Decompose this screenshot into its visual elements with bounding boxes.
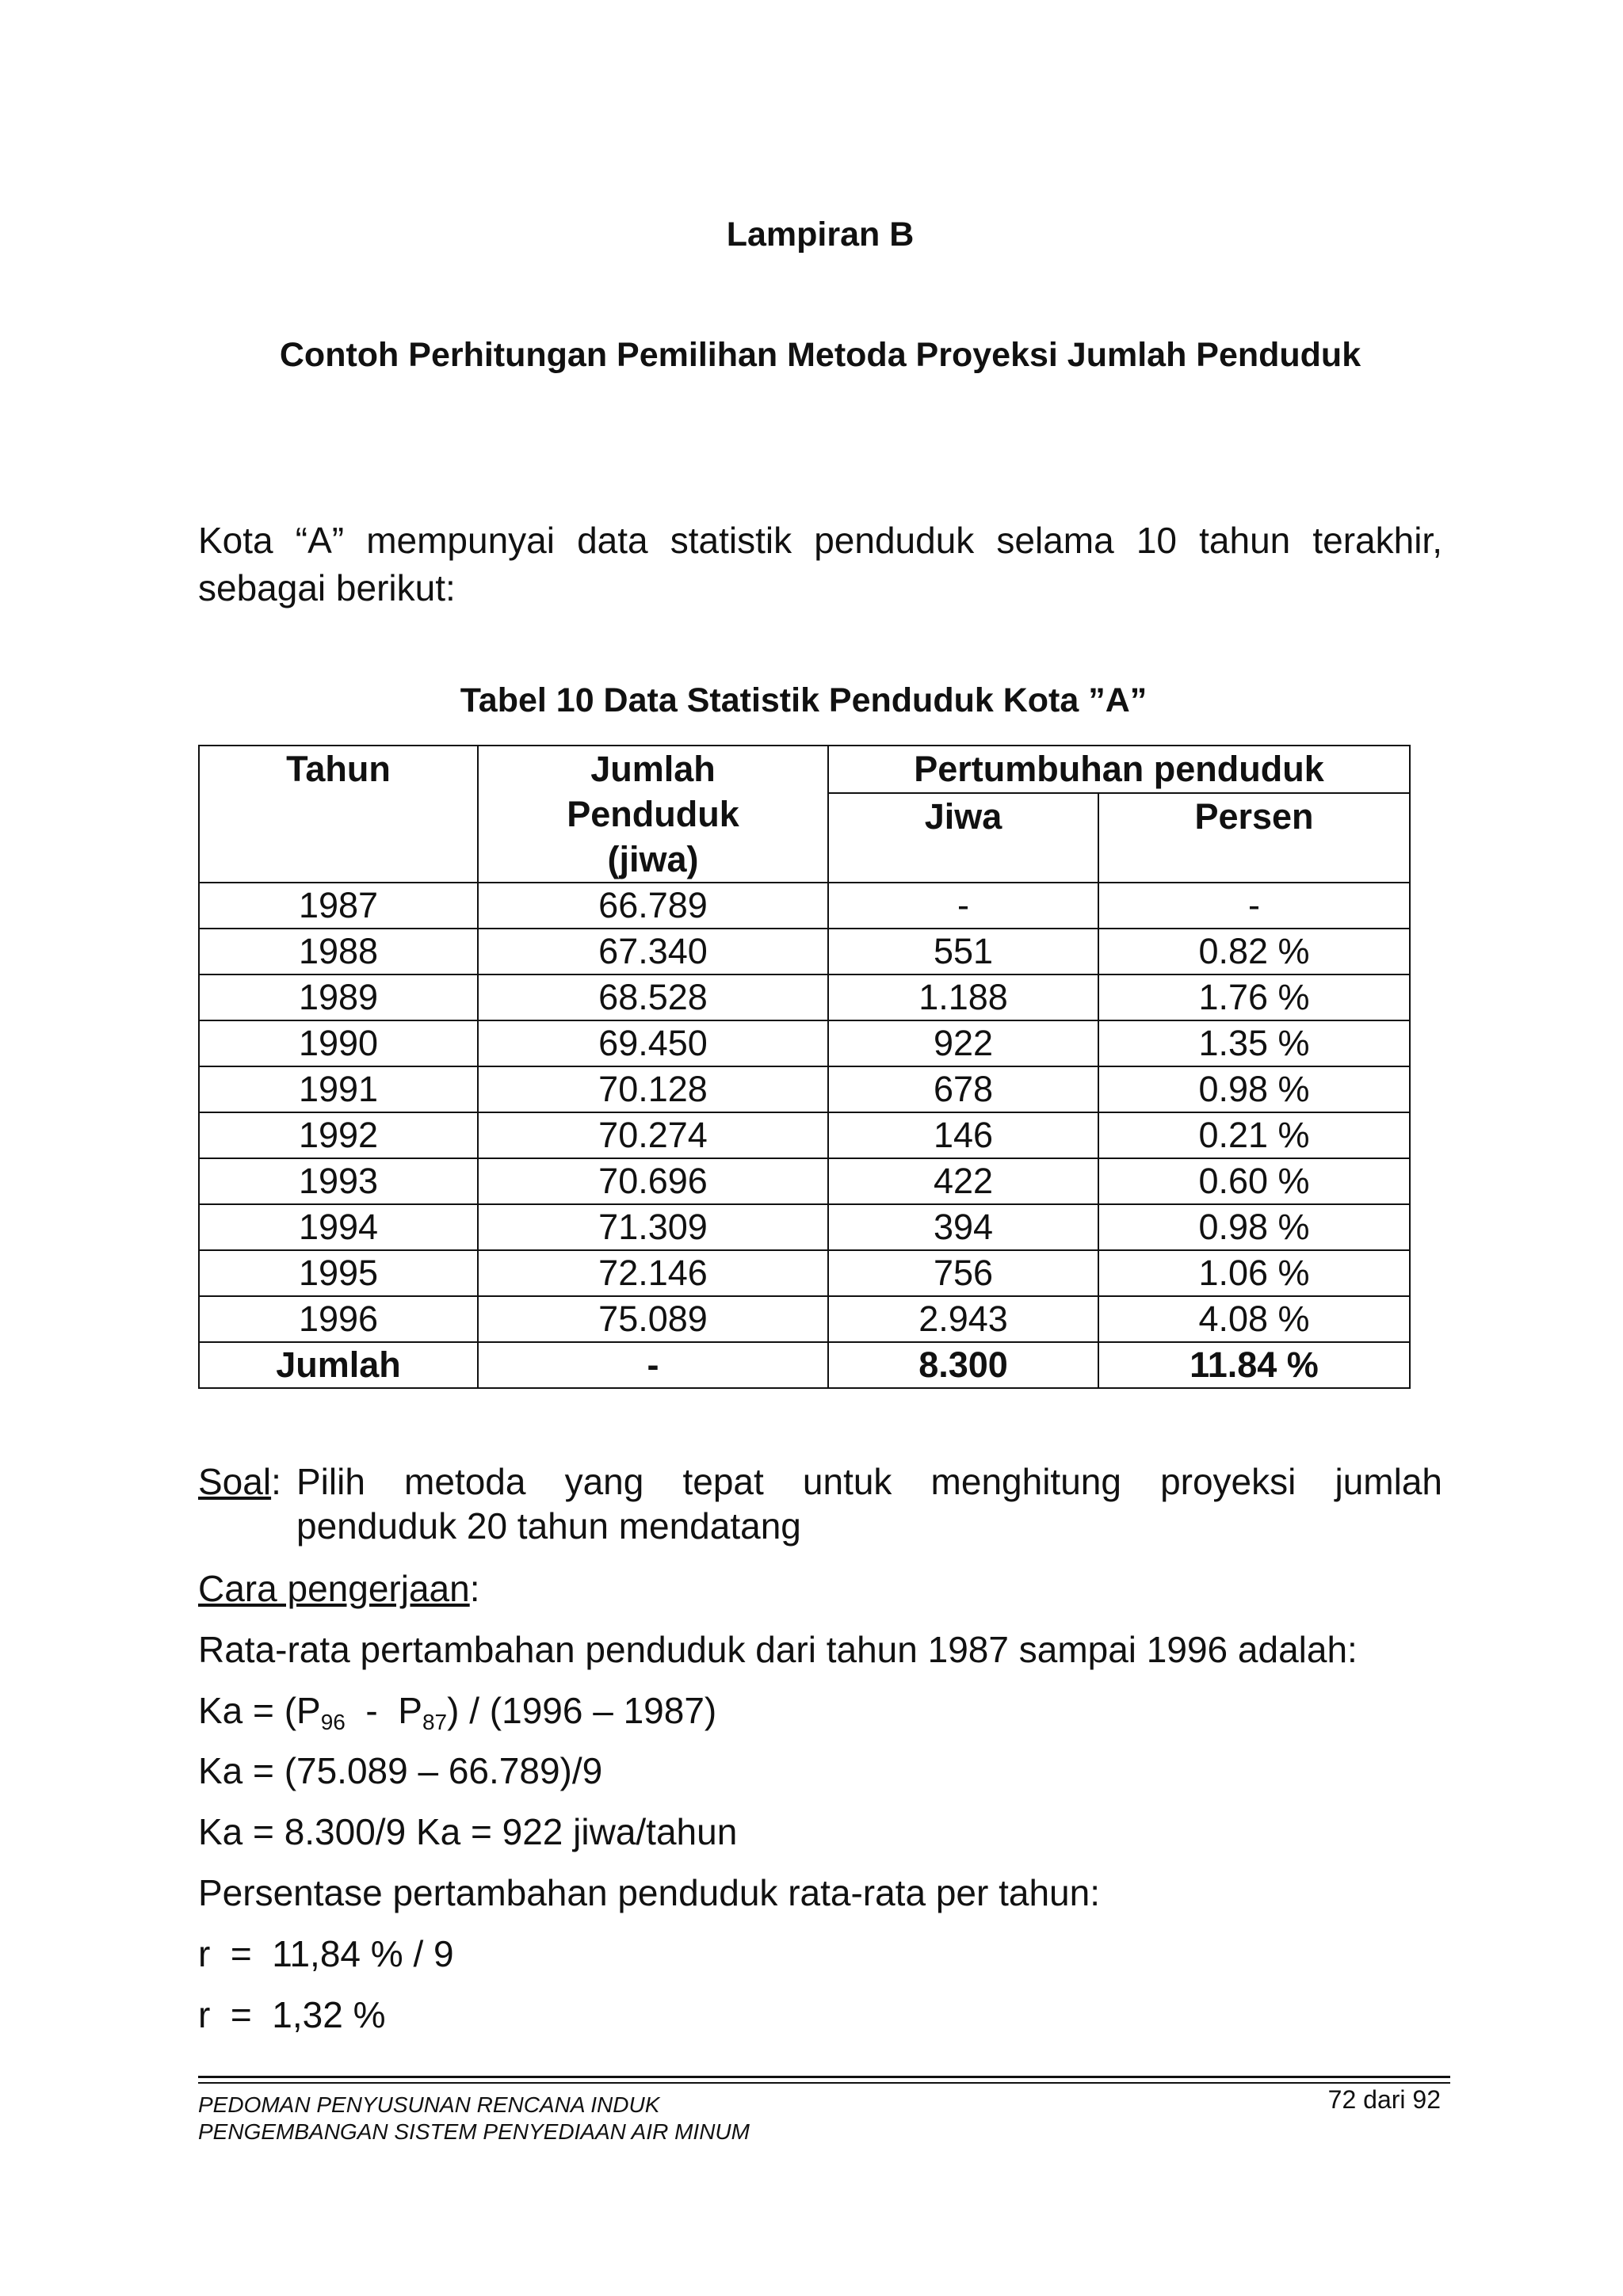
cell-percent: 1.76 % bbox=[1098, 974, 1410, 1020]
formula-sub-87: 87 bbox=[422, 1710, 448, 1734]
cell-souls: 146 bbox=[828, 1112, 1098, 1158]
cell-souls: 1.188 bbox=[828, 974, 1098, 1020]
question-colon: : bbox=[271, 1461, 281, 1502]
cell-souls: 551 bbox=[828, 929, 1098, 974]
cell-percent: 0.60 % bbox=[1098, 1158, 1410, 1204]
cell-souls: 422 bbox=[828, 1158, 1098, 1204]
total-percent: 11.84 % bbox=[1098, 1342, 1410, 1388]
formula-mid: - P bbox=[345, 1690, 422, 1731]
cell-population: 67.340 bbox=[478, 929, 828, 974]
cell-year: 1993 bbox=[199, 1158, 478, 1204]
solution-line-4: Persentase pertambahan penduduk rata-rata per tahun: bbox=[198, 1872, 1100, 1913]
cell-souls: 394 bbox=[828, 1204, 1098, 1250]
table-row bbox=[199, 1204, 1410, 1250]
table-row bbox=[199, 883, 1410, 929]
question-label: Soal bbox=[198, 1461, 272, 1502]
cell-year: 1987 bbox=[199, 883, 478, 929]
footer-text bbox=[198, 2092, 750, 2145]
footer-line-1: PEDOMAN PENYUSUNAN RENCANA INDUK bbox=[198, 2092, 660, 2117]
solution-line-1: Rata-rata pertambahan penduduk dari tahun 1987 sampai 1996 adalah: bbox=[198, 1629, 1358, 1670]
cell-percent: 4.08 % bbox=[1098, 1296, 1410, 1342]
table-row bbox=[199, 929, 1410, 974]
formula-suffix: ) / (1996 – 1987) bbox=[447, 1690, 717, 1731]
cell-year: 1994 bbox=[199, 1204, 478, 1250]
header-souls: Jiwa bbox=[828, 793, 1098, 883]
footer-rule-thick bbox=[198, 2076, 1450, 2078]
footer-rule-thin bbox=[198, 2082, 1450, 2084]
question-line-1: Pilih metoda yang tepat untuk menghitung proyeksi jumlah bbox=[296, 1461, 1442, 1502]
table-row bbox=[199, 974, 1410, 1020]
cell-year: 1992 bbox=[199, 1112, 478, 1158]
cell-percent: 1.35 % bbox=[1098, 1020, 1410, 1066]
total-souls: 8.300 bbox=[828, 1342, 1098, 1388]
header-percent: Persen bbox=[1098, 793, 1410, 883]
solution-line-3: Ka = 8.300/9 Ka = 922 jiwa/tahun bbox=[198, 1811, 738, 1852]
cell-souls: 2.943 bbox=[828, 1296, 1098, 1342]
intro-line-1: Kota “A” mempunyai data statistik penduduk selama 10 tahun terakhir, bbox=[198, 520, 1442, 561]
header-growth: Pertumbuhan penduduk bbox=[828, 746, 1410, 793]
table-row bbox=[199, 1020, 1410, 1066]
cell-population: 72.146 bbox=[478, 1250, 828, 1296]
solution-line-5: r = 11,84 % / 9 bbox=[198, 1933, 454, 1974]
table-row bbox=[199, 1112, 1410, 1158]
cell-percent: 0.98 % bbox=[1098, 1066, 1410, 1112]
cell-year: 1995 bbox=[199, 1250, 478, 1296]
header-population-line-2: Penduduk bbox=[567, 794, 739, 834]
cell-year: 1990 bbox=[199, 1020, 478, 1066]
cell-population: 70.696 bbox=[478, 1158, 828, 1204]
table-row bbox=[199, 1250, 1410, 1296]
cell-population: 69.450 bbox=[478, 1020, 828, 1066]
intro-paragraph bbox=[198, 517, 1442, 612]
page-number: 72 dari 92 bbox=[1327, 2085, 1441, 2114]
intro-line-2: sebagai berikut: bbox=[198, 567, 456, 608]
solution-line-6: r = 1,32 % bbox=[198, 1994, 386, 2035]
cell-souls: 756 bbox=[828, 1250, 1098, 1296]
cell-population: 70.128 bbox=[478, 1066, 828, 1112]
table-caption: Tabel 10 Data Statistik Penduduk Kota ”A” bbox=[460, 681, 1148, 719]
cell-percent: 1.06 % bbox=[1098, 1250, 1410, 1296]
footer-line-2: PENGEMBANGAN SISTEM PENYEDIAAN AIR MINUM bbox=[198, 2119, 750, 2144]
cell-year: 1988 bbox=[199, 929, 478, 974]
header-population-line-1: Jumlah bbox=[590, 749, 716, 789]
cell-year: 1996 bbox=[199, 1296, 478, 1342]
solution-line-2: Ka = (75.089 – 66.789)/9 bbox=[198, 1750, 603, 1791]
cell-population: 75.089 bbox=[478, 1296, 828, 1342]
cell-souls: - bbox=[828, 883, 1098, 929]
total-year: Jumlah bbox=[199, 1342, 478, 1388]
header-year: Tahun bbox=[199, 746, 478, 883]
formula-sub-96: 96 bbox=[320, 1710, 346, 1734]
solution-colon: : bbox=[469, 1568, 480, 1609]
cell-percent: 0.82 % bbox=[1098, 929, 1410, 974]
solution-label: Cara pengerjaan bbox=[198, 1568, 470, 1609]
solution-heading bbox=[198, 1567, 1442, 1610]
cell-souls: 678 bbox=[828, 1066, 1098, 1112]
table-row bbox=[199, 1158, 1410, 1204]
appendix-heading: Lampiran B bbox=[726, 215, 915, 254]
cell-percent: - bbox=[1098, 883, 1410, 929]
cell-year: 1989 bbox=[199, 974, 478, 1020]
population-table bbox=[198, 745, 1411, 1389]
table-row bbox=[199, 1066, 1410, 1112]
cell-percent: 0.21 % bbox=[1098, 1112, 1410, 1158]
table-total-row bbox=[199, 1342, 1410, 1388]
table-row bbox=[199, 1296, 1410, 1342]
cell-year: 1991 bbox=[199, 1066, 478, 1112]
cell-population: 68.528 bbox=[478, 974, 828, 1020]
cell-souls: 922 bbox=[828, 1020, 1098, 1066]
cell-population: 71.309 bbox=[478, 1204, 828, 1250]
header-population bbox=[478, 746, 828, 883]
question-line-2: penduduk 20 tahun mendatang bbox=[296, 1505, 801, 1547]
question-label-wrap bbox=[198, 1459, 281, 1504]
formula-line bbox=[198, 1689, 1442, 1735]
table-body bbox=[199, 883, 1410, 1388]
header-population-line-3: (jiwa) bbox=[607, 839, 699, 879]
total-population: - bbox=[478, 1342, 828, 1388]
formula-prefix: Ka = (P bbox=[198, 1690, 321, 1731]
document-title: Contoh Perhitungan Pemilihan Metoda Proyeksi Jumlah Penduduk bbox=[279, 336, 1361, 374]
cell-population: 70.274 bbox=[478, 1112, 828, 1158]
cell-percent: 0.98 % bbox=[1098, 1204, 1410, 1250]
question-body bbox=[296, 1459, 1442, 1548]
cell-population: 66.789 bbox=[478, 883, 828, 929]
